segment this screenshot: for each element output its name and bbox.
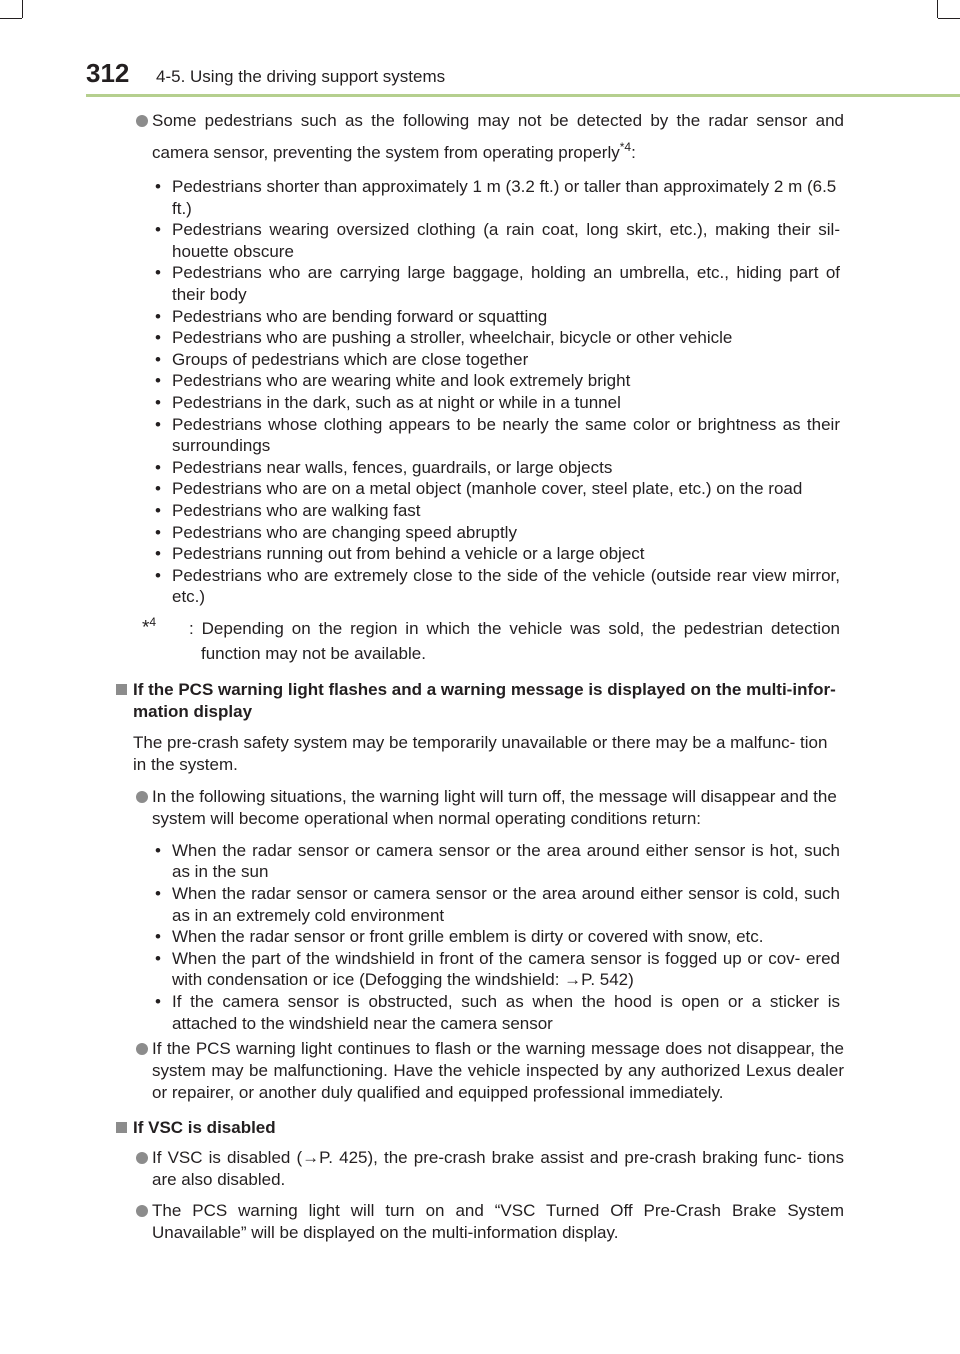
list-item (0, 349, 960, 371)
heading-text: If the PCS warning light flashes and a warning message is displayed on the multi-infor- mation display (133, 679, 836, 721)
sub-bullet-icon: • (155, 349, 161, 369)
page-body (0, 108, 960, 1244)
footnote-text: : Depending on the region in which the vehicle was sold, the pedestrian detection function may not be available. (189, 618, 840, 663)
list-item-text: Pedestrians who are carrying large baggage, holding an umbrella, etc., hiding part of their body (172, 263, 840, 304)
list-item-text: When the radar sensor or camera sensor or the area around either sensor is hot, such as in the sun (172, 840, 840, 882)
bullet-vsc-disabled (0, 1147, 960, 1191)
sub-bullet-icon: • (155, 328, 161, 348)
list-item (0, 565, 960, 608)
list-item-text: Pedestrians who are wearing white and look extremely bright (172, 371, 631, 391)
sub-bullet-icon: • (155, 177, 161, 196)
condition-list (0, 840, 960, 1034)
list-item-text: Pedestrians who are bending forward or squatting (172, 306, 548, 326)
list-item (0, 883, 960, 926)
round-bullet-icon (136, 1205, 148, 1217)
footnote (0, 616, 960, 666)
round-bullet-icon (136, 791, 148, 803)
pedestrian-list (0, 176, 960, 608)
square-bullet-icon (116, 1122, 127, 1133)
crop-mark-tr-h (938, 18, 960, 19)
subsection-heading-vsc-disabled (0, 1117, 960, 1139)
list-item (0, 176, 960, 219)
square-bullet-icon (116, 684, 127, 695)
list-item-text: Pedestrians shorter than approximately 1 m (3.2 ft.) or taller than approximately 2 m (6.5 ft.) (172, 177, 837, 218)
list-item-text: Pedestrians who are on a metal object (manhole cover, steel plate, etc.) on the road (172, 479, 803, 499)
bullet-text: In the following situations, the warning light will turn off, the message will disappear and the system will become operational when normal operating conditions return: (152, 786, 837, 828)
list-item (0, 327, 960, 349)
crop-mark-tl-h (0, 18, 22, 19)
sub-bullet-icon: • (155, 263, 161, 283)
list-item (0, 219, 960, 262)
sub-bullet-icon: • (155, 500, 161, 520)
sub-bullet-icon: • (155, 884, 161, 904)
list-item-text: Pedestrians who are changing speed abruptly (172, 522, 517, 542)
list-item (0, 262, 960, 305)
bullet-warning-clears (0, 786, 960, 830)
list-item (0, 306, 960, 328)
crop-mark-tr-v (937, 0, 938, 18)
footnote-number: 4 (149, 614, 157, 629)
page-number: 312 (86, 58, 130, 88)
footnote-mark (142, 610, 156, 640)
list-item-text: Pedestrians who are walking fast (172, 500, 421, 520)
list-item (0, 414, 960, 457)
list-item-text: Groups of pedestrians which are close together (172, 349, 529, 369)
bullet-text: If the PCS warning light continues to flash or the warning message does not disappear, the system may be malfunctioning. Have the vehicle inspected by any authorized Lexus dealer or repairer, or another duly qualified and equipped professional immediately. (152, 1039, 844, 1103)
list-item-text: When the part of the windshield in front of the camera sensor is fogged up or cov- ered with condensation or ice (Defogging the windshield: →P. 542) (172, 948, 840, 990)
list-item-text: Pedestrians near walls, fences, guardrails, or large objects (172, 457, 613, 477)
footnote-ref: *4 (619, 140, 632, 154)
paragraph: The pre-crash safety system may be temporarily unavailable or there may be a malfunc- tion in the system. (133, 732, 828, 774)
list-item (0, 478, 960, 500)
list-item (0, 392, 960, 414)
sub-bullet-icon: • (155, 544, 161, 564)
sub-bullet-icon: • (155, 371, 161, 391)
section-title: 4-5. Using the driving support systems (156, 67, 446, 86)
list-item (0, 926, 960, 948)
bullet-undetected-pedestrians (0, 108, 960, 166)
list-item (0, 948, 960, 991)
footnote-asterisk: * (142, 617, 150, 639)
bullet-have-inspected (0, 1038, 960, 1104)
list-item-text: Pedestrians who are extremely close to the side of the vehicle (outside rear view mirror, etc.) (172, 565, 840, 607)
sub-bullet-icon: • (155, 414, 161, 434)
list-item (0, 991, 960, 1034)
list-item (0, 457, 960, 479)
bullet-text: If VSC is disabled (→P. 425), the pre-crash brake assist and pre-crash braking func- tions are also disabled. (152, 1148, 844, 1190)
sub-bullet-icon: • (155, 927, 161, 947)
list-item-text: Pedestrians running out from behind a vehicle or a large object (172, 544, 645, 564)
header-rule (86, 94, 960, 97)
list-item (0, 840, 960, 883)
bullet-text: The PCS warning light will turn on and “VSC Turned Off Pre-Crash Brake System Unavailable” will be displayed on the multi-information display. (152, 1201, 844, 1243)
bullet-text: Some pedestrians such as the following may not be detected by the radar sensor and camera sensor, preventing the system from operating properly (152, 111, 844, 162)
heading-text: If VSC is disabled (133, 1118, 276, 1138)
sub-bullet-icon: • (155, 479, 161, 499)
page-header (86, 58, 445, 89)
sub-bullet-icon: • (155, 457, 161, 477)
sub-bullet-icon: • (155, 306, 161, 326)
list-item-text: Pedestrians who are pushing a stroller, wheelchair, bicycle or other vehicle (172, 328, 733, 348)
crop-mark-tl-v (22, 0, 23, 18)
list-item (0, 522, 960, 544)
sub-bullet-icon: • (155, 522, 161, 542)
list-item (0, 370, 960, 392)
list-item-text: Pedestrians whose clothing appears to be nearly the same color or brightness as their surroundings (172, 414, 840, 456)
list-item-text: If the camera sensor is obstructed, such as when the hood is open or a sticker is attached to the windshield near the camera sensor (172, 992, 840, 1033)
sub-bullet-icon: • (155, 220, 161, 240)
list-item-text: When the radar sensor or front grille emblem is dirty or covered with snow, etc. (172, 927, 764, 947)
round-bullet-icon (136, 1043, 148, 1055)
sub-bullet-icon: • (155, 840, 161, 860)
sub-bullet-icon: • (155, 392, 161, 412)
subsection-heading-pcs-warning (0, 679, 960, 723)
round-bullet-icon (136, 115, 148, 127)
bullet-tail: : (631, 143, 636, 162)
list-item-text: Pedestrians wearing oversized clothing (a rain coat, long skirt, etc.), making their sil- houette obscure (172, 220, 840, 261)
round-bullet-icon (136, 1152, 148, 1164)
list-item-text: When the radar sensor or camera sensor or the area around either sensor is cold, such as in an extremely cold environment (172, 884, 840, 925)
list-item-text: Pedestrians in the dark, such as at night or while in a tunnel (172, 392, 621, 412)
bullet-pcs-warning-light (0, 1200, 960, 1244)
sub-bullet-icon: • (155, 948, 161, 968)
list-item (0, 500, 960, 522)
sub-bullet-icon: • (155, 992, 161, 1012)
sub-bullet-icon: • (155, 565, 161, 585)
list-item (0, 543, 960, 565)
